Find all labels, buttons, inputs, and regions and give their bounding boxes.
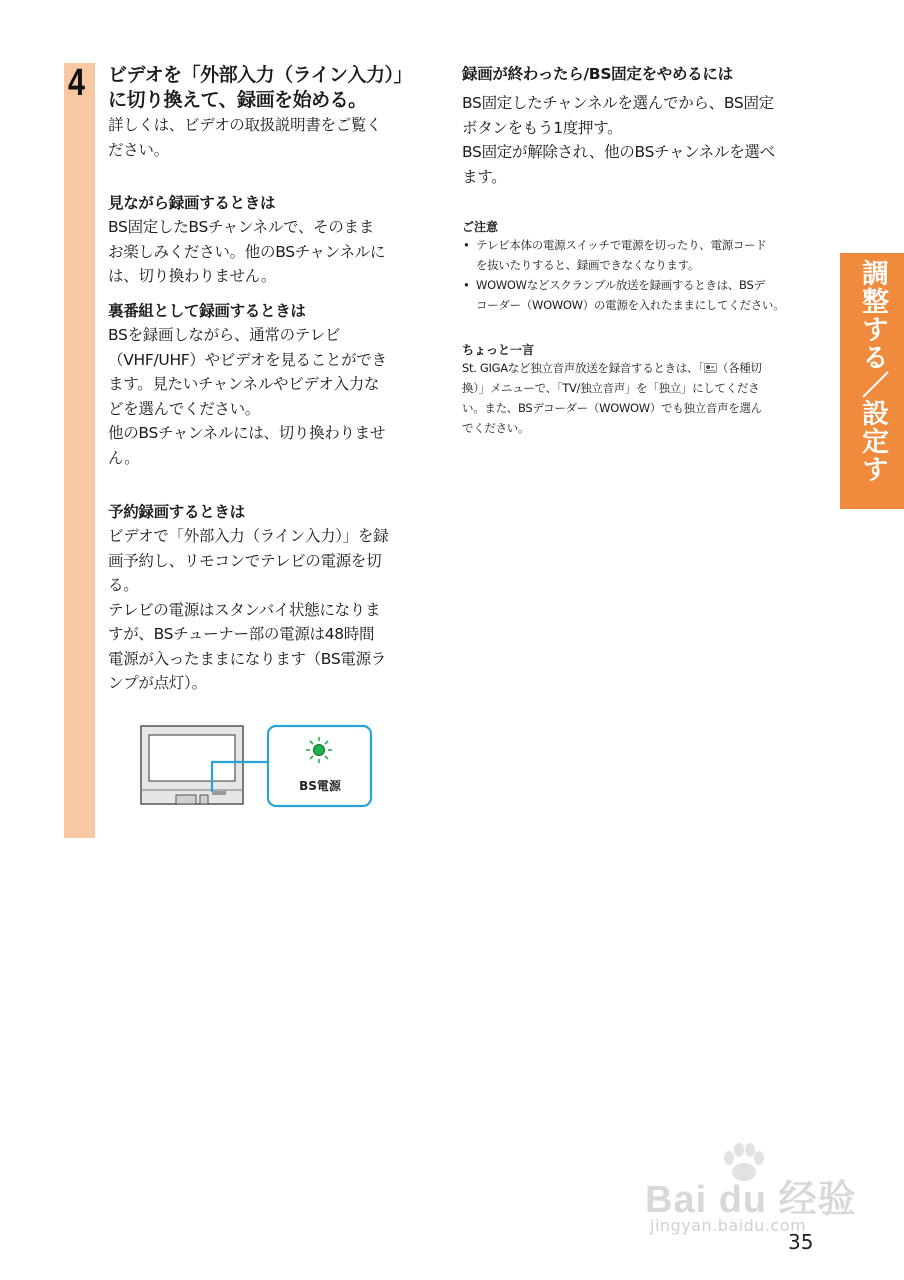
text-line: でください。: [462, 421, 530, 435]
bs-power-lamp-icon: [314, 745, 325, 756]
tip-text: [462, 358, 818, 438]
page-number: 35: [788, 1230, 814, 1254]
end-text: [462, 91, 818, 189]
text-line: は、切り換わりません。: [108, 267, 277, 285]
caution-item: • テレビ本体の電源スイッチで電源を切ったり、電源コード を抜いたりすると、録画できなくなります。: [462, 235, 818, 275]
caution-item: • WOWOWなどスクランブル放送を録画するときは、BSデ コーダー（WOWOW）の電源を入れたままにしてください。: [462, 275, 818, 315]
watermark-brand: Bai du 经验: [645, 1179, 857, 1221]
step-number: 4: [68, 62, 85, 104]
text-line: BS固定したBSチャンネルで、そのまま: [108, 218, 374, 236]
text-line: BS固定が解除され、他のBSチャンネルを選べ: [462, 143, 775, 161]
text-line: BS固定したチャンネルを選んでから、BS固定: [462, 94, 774, 112]
step-intro: [108, 113, 420, 162]
watch-text: [108, 215, 420, 289]
timer-heading: 予約録画するときは: [108, 503, 245, 521]
step-title: [108, 63, 420, 113]
text-line: ます。: [462, 167, 507, 186]
tip-heading: ちょっと一言: [462, 343, 535, 357]
watermark-url: jingyan.baidu.com: [650, 1216, 807, 1235]
text-line: BSを録画しながら、通常のテレビ: [108, 326, 341, 344]
text-line: る。: [108, 576, 139, 594]
end-heading: 録画が終わったら/BS固定をやめるには: [462, 65, 733, 83]
text-line: 電源が入ったままになります（BS電源ラ: [108, 649, 387, 668]
tv-lamp-panel: [212, 791, 226, 795]
section-side-tab-label: 調整する／設定する: [793, 259, 888, 483]
caution-heading: ご注意: [462, 220, 499, 234]
intro-line: ださい。: [108, 140, 169, 159]
text-line: St. GIGAなど独立音声放送を録音するときは、「🖭（各種切: [462, 361, 762, 375]
text-line: い。また、BSデコーダー（WOWOW）でも独立音声を選ん: [462, 401, 762, 415]
step-bar: [64, 63, 95, 838]
watch-heading: 見ながら録画するときは: [108, 194, 276, 212]
text-line: ん。: [108, 448, 140, 467]
text-line: （VHF/UHF）やビデオを見ることができ: [108, 350, 387, 369]
text-line: 他のBSチャンネルには、切り換わりませ: [108, 424, 386, 442]
text-line: テレビの電源はスタンバイ状態になりま: [108, 600, 381, 619]
section-side-tab: [793, 253, 904, 509]
text-line: 画予約し、リモコンでテレビの電源を切: [108, 551, 382, 570]
text-line: ンプが点灯）。: [108, 674, 207, 692]
bs-power-label: BS電源: [299, 779, 341, 793]
text-line: 換）」メニューで、「TV/独立音声」を「独立」にしてくださ: [462, 381, 760, 395]
text-line: すが、BSチューナー部の電源は48時間: [108, 625, 375, 643]
tv-screen: [149, 735, 235, 781]
intro-line: 詳しくは、ビデオの取扱説明書をご覧く: [108, 116, 382, 134]
text-line: ビデオで「外部入力（ライン入力）」を録: [108, 527, 389, 545]
timer-text: [108, 524, 420, 696]
tv-illustration: [140, 724, 375, 809]
back-heading: 裏番組として録画するときは: [108, 302, 306, 320]
text-line: ボタンをもう1度押す。: [462, 118, 623, 137]
step-title-line: ビデオを「外部入力（ライン入力）」: [108, 64, 413, 86]
text-line: どを選んでください。: [108, 399, 261, 418]
text-line: ます。見たいチャンネルやビデオ入力な: [108, 375, 380, 393]
step-title-line: に切り換えて、録画を始める。: [108, 89, 367, 111]
text-line: お楽しみください。他のBSチャンネルに: [108, 242, 386, 261]
caution-list: [462, 235, 818, 315]
back-text: [108, 323, 420, 470]
